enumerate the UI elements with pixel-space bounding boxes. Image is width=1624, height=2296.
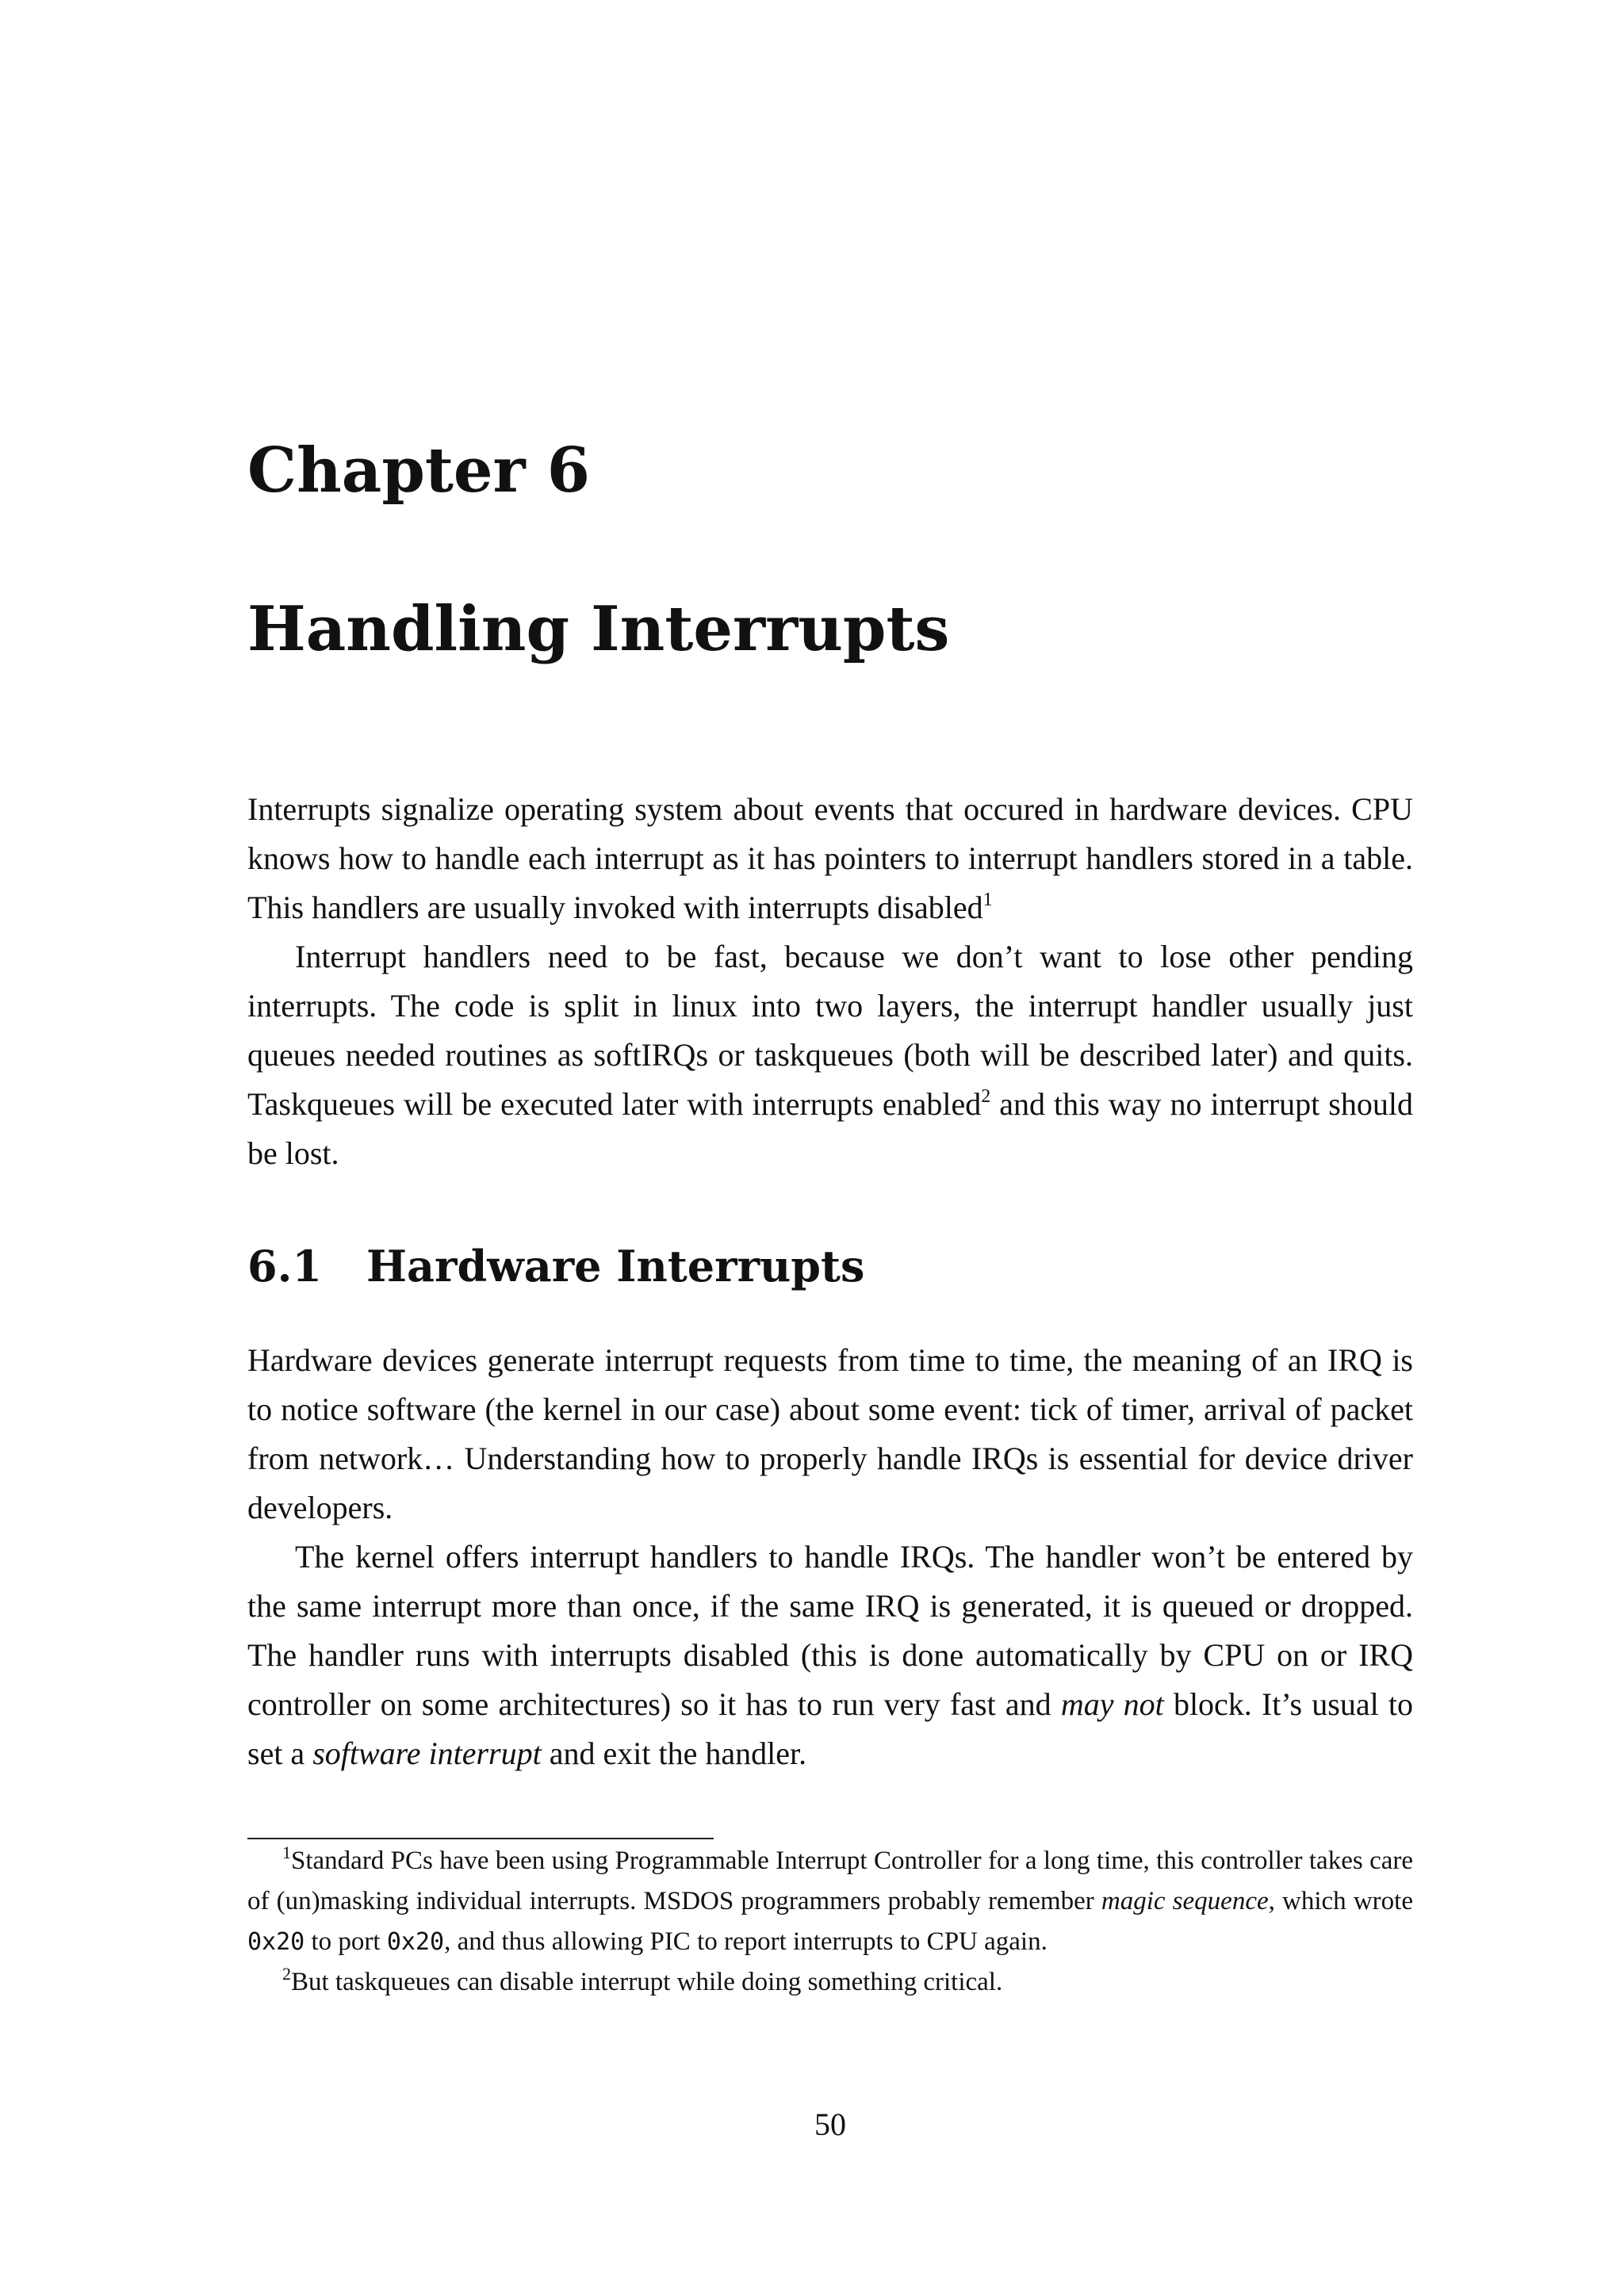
footnote-2 <box>247 1962 1413 2003</box>
footnote-1 <box>247 1841 1413 1962</box>
footnote-2-text: But taskqueues can disable interrupt while doing something critical. <box>291 1968 1003 1996</box>
footnote-1-code-port: 0x20 <box>386 1928 445 1956</box>
intro-paragraph-2-text-b: and this way no interrupt should be lost. <box>247 1086 1413 1171</box>
section-title: Hardware Interrupts <box>366 1241 865 1292</box>
footnote-1-emphasis: magic sequence <box>1101 1887 1269 1915</box>
section-paragraph-2 <box>247 1533 1413 1778</box>
section-paragraph-2-text-c: and exit the handler. <box>541 1735 807 1771</box>
footnote-2-mark: 2 <box>282 1964 291 1984</box>
footnote-ref-2[interactable]: 2 <box>981 1086 991 1107</box>
intro-paragraph-1 <box>247 785 1413 932</box>
footnote-1-text-d: , and thus allowing PIC to report interrupts to CPU again. <box>444 1927 1048 1956</box>
emphasis-may-not: may not <box>1060 1686 1164 1722</box>
page <box>247 0 1413 2296</box>
footnote-divider <box>247 1838 714 1839</box>
footnote-1-text-c: to port <box>304 1927 387 1956</box>
intro-paragraph-1-text: Interrupts signalize operating system about events that occured in hardware devices. CPU knows how to handle each interrupt as it has pointers to interrupt handlers stored in a table. This handlers are usually invoked with interrupts disabled <box>247 791 1413 925</box>
footnote-1-code-value: 0x20 <box>247 1928 305 1956</box>
section-body <box>247 1336 1413 1778</box>
footnote-1-text-a: Standard PCs have been using Programmable Interrupt Controller for a long time, this controller takes care of (un)masking individual interrupts. MSDOS programmers probably remember <box>247 1846 1413 1915</box>
intro-paragraph-2-text-a: Interrupt handlers need to be fast, because we don’t want to lose other pending interrupts. The code is split in linux into two layers, the interrupt handler usually just queues needed routines as softIRQs or taskqueues (both will be described later) and quits. Taskqueues will be executed later with interrupts enabled <box>247 939 1413 1122</box>
footnote-1-text-b: , which wrote <box>1268 1887 1413 1915</box>
page-number: 50 <box>814 2107 846 2142</box>
section-paragraph-1: Hardware devices generate interrupt requests from time to time, the meaning of an IRQ is to notice software (the kernel in our case) about some event: tick of timer, arrival of packet from network… Understanding how to properly handle IRQs is essential for device driver developers. <box>247 1342 1413 1525</box>
footnote-ref-1[interactable]: 1 <box>982 890 993 910</box>
footnotes <box>247 1841 1413 2003</box>
chapter-label: Chapter 6 <box>247 434 591 507</box>
section-heading <box>247 1241 865 1292</box>
intro-section <box>247 785 1413 1178</box>
chapter-title: Handling Interrupts <box>247 593 950 665</box>
intro-paragraph-2 <box>247 932 1413 1178</box>
section-paragraph-2-text-b: block. It’s usual to set a <box>247 1686 1414 1771</box>
emphasis-software-interrupt: software interrupt <box>312 1735 542 1771</box>
section-paragraph-2-text-a: The kernel offers interrupt handlers to handle IRQs. The handler won’t be entered by the same interrupt more than once, if the same IRQ is generated, it is queued or dropped. The handler runs with interrupts disabled (this is done automatically by CPU on or IRQ controller on some architectures) so it has to run very fast and <box>247 1539 1413 1722</box>
section-number: 6.1 <box>247 1241 322 1292</box>
footnote-1-mark: 1 <box>282 1843 291 1862</box>
